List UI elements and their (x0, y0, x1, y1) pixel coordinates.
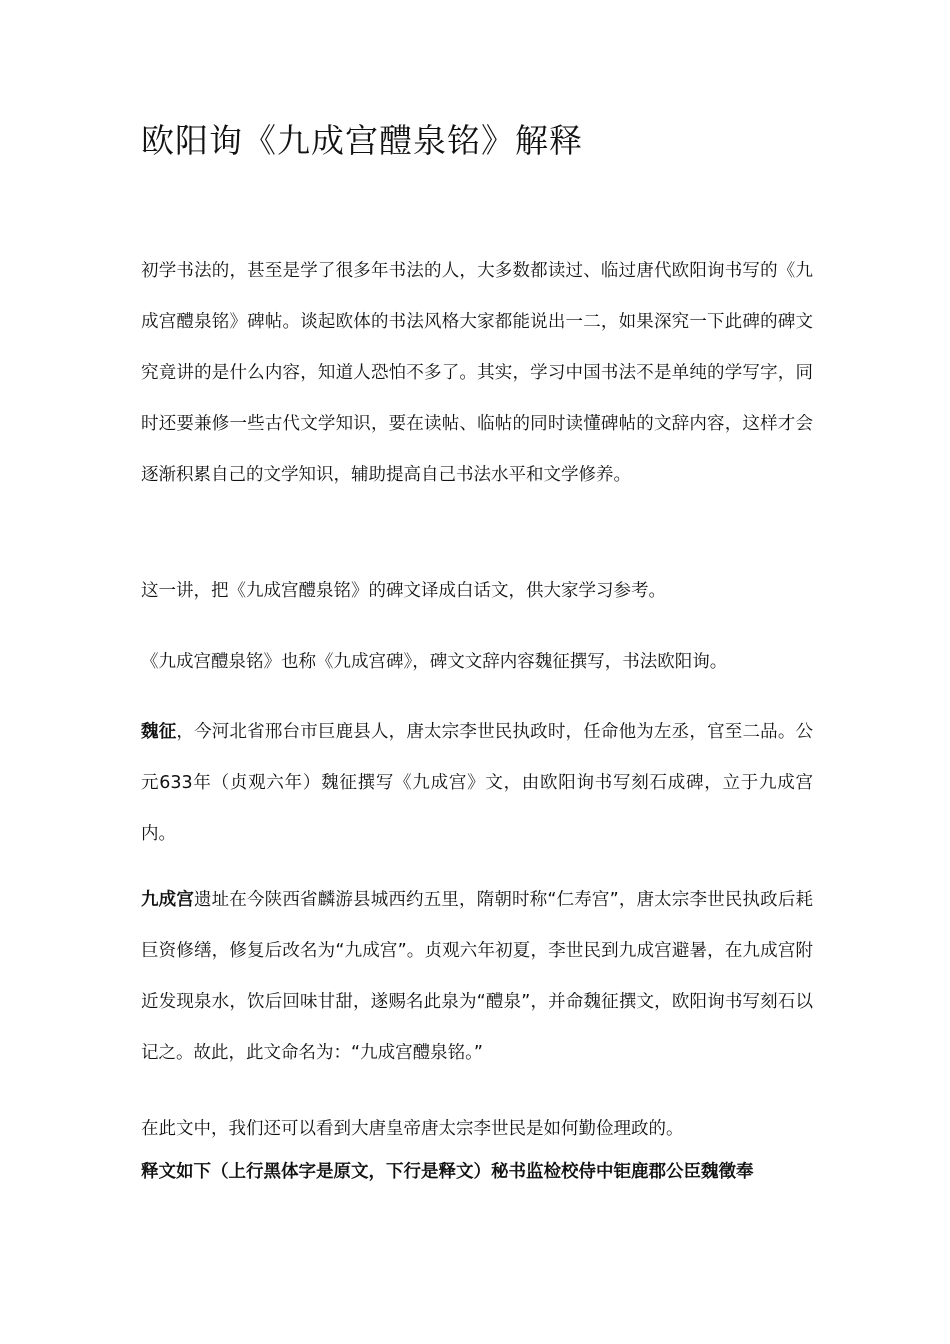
palace-term: 九成宫 (141, 890, 195, 910)
alias-paragraph: 《九成宫醴泉铭》也称《九成宫碑》，碑文文辞内容魏征撰写，书法欧阳询。 (141, 652, 728, 672)
palace-paragraph (141, 875, 813, 1079)
palace-text: 遗址在今陕西省麟游县城西约五里，隋朝时称“仁寿宫”，唐太宗李世民执政后耗巨资修缮，修复后改名为“九成宫”。贞观六年初夏，李世民到九成宫避暑，在九成宫附近发现泉水，饮后回味甘甜，遂赐名此泉为“醴泉”，并命魏征撰文，欧阳询书写刻石以记之。故此，此文命名为：“九成宫醴泉铭。” (141, 890, 814, 1063)
weizheng-term: 魏征 (141, 722, 177, 742)
lecture-paragraph: 这一讲，把《九成宫醴泉铭》的碑文译成白话文，供大家学习参考。 (141, 581, 666, 601)
document-title: 欧阳询《九成宫醴泉铭》解释 (141, 121, 583, 160)
translation-heading: 释文如下（上行黑体字是原文，下行是释文）秘书监检校侍中钜鹿郡公臣魏徵奉 (141, 1162, 754, 1182)
weizheng-paragraph (141, 707, 813, 860)
intro-paragraph: 初学书法的，甚至是学了很多年书法的人，大多数都读过、临过唐代欧阳询书写的《九成宫醴泉铭》碑帖。谈起欧体的书法风格大家都能说出一二，如果深究一下此碑的碑文究竟讲的是什么内容，知道人恐怕不多了。其实，学习中国书法不是单纯的学写字，同时还要兼修一些古代文学知识，要在读帖、临帖的同时读懂碑帖的文辞内容，这样才会逐渐积累自己的文学知识，辅助提高自己书法水平和文学修养。 (141, 261, 813, 485)
weizheng-text: ，今河北省邢台市巨鹿县人，唐太宗李世民执政时，任命他为左丞，官至二品。公元633年（贞观六年）魏征撰写《九成宫》文，由欧阳询书写刻石成碑，立于九成宫内。 (141, 722, 814, 844)
emperor-paragraph: 在此文中，我们还可以看到大唐皇帝唐太宗李世民是如何勤俭理政的。 (141, 1119, 684, 1139)
